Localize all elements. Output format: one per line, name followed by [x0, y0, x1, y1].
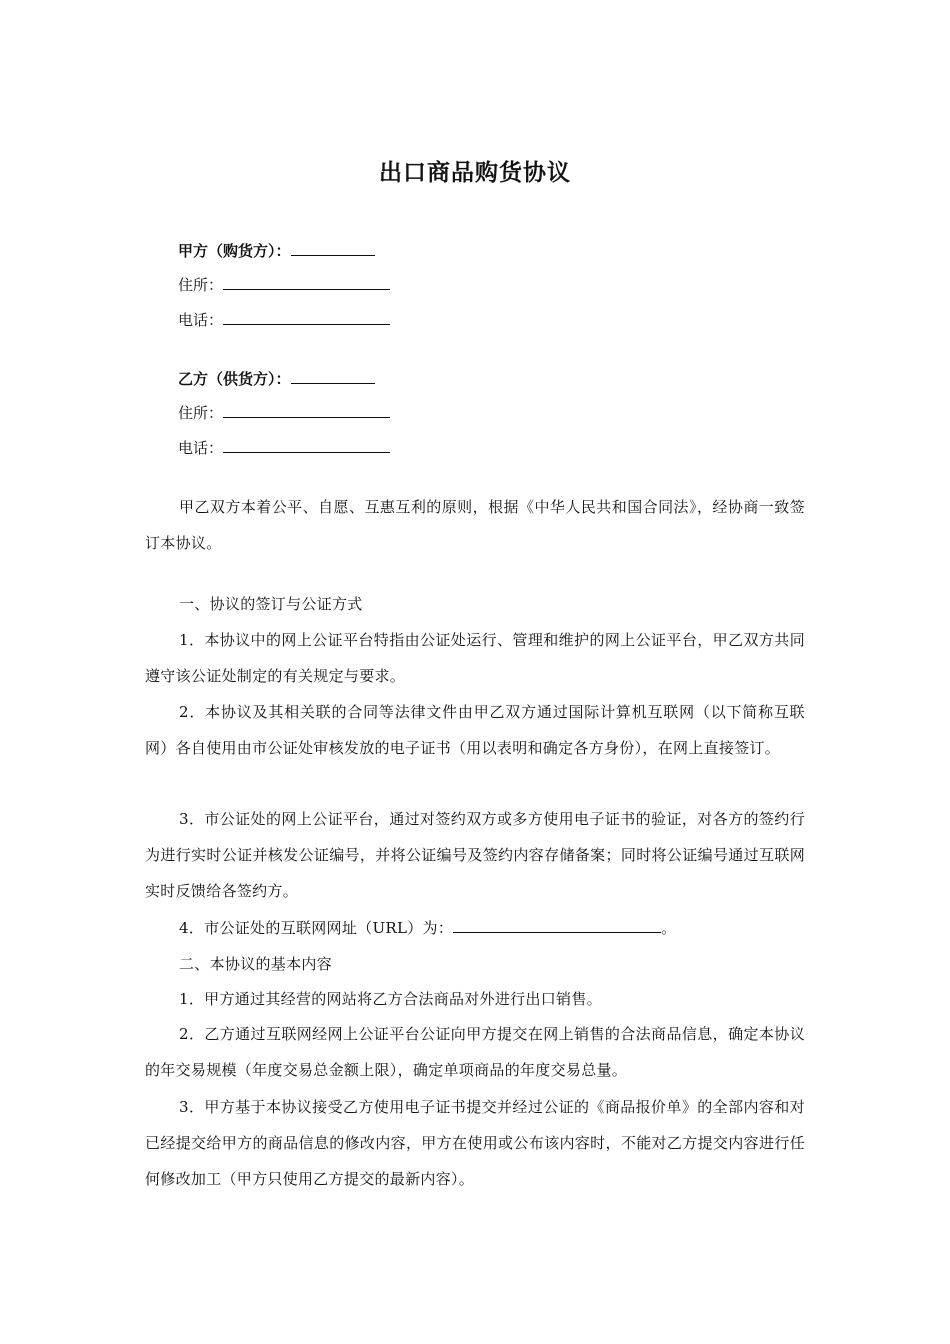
party-a-address-blank	[223, 274, 390, 290]
party-a-name-line	[178, 240, 375, 262]
preamble-paragraph: 甲乙双方本着公平、自愿、互惠互利的原则，根据《中华人民共和国合同法》，经协商一致签订本协议。	[145, 498, 805, 552]
section2-item-3: 3．甲方基于本协议接受乙方使用电子证书提交并经过公证的《商品报价单》的全部内容和对已经提交给甲方的商品信息的修改内容，甲方在使用或公布该内容时，不能对乙方提交内容进行任何修改加工（甲方只使用乙方提交的最新内容）。	[145, 1098, 805, 1188]
party-a-name-label: 甲方（购货方）：	[178, 242, 291, 260]
party-b-name-line	[178, 368, 375, 390]
section1-item-2: 2．本协议及其相关联的合同等法律文件由甲乙双方通过国际计算机互联网（以下简称互联网）各自使用由市公证处审核发放的电子证书（用以表明和确定各方身份），在网上直接签订。	[145, 703, 805, 757]
party-b-address-blank	[223, 402, 390, 418]
party-a-phone-label: 电话：	[178, 311, 224, 329]
party-b-address-label: 住所：	[178, 404, 224, 422]
party-a-address-label: 住所：	[178, 276, 224, 294]
document-title: 出口商品购货协议	[379, 160, 571, 186]
section1-item-4-text: 4．市公证处的互联网网址（URL）为：	[179, 919, 454, 937]
section2-item-2: 2．乙方通过互联网经网上公证平台公证向甲方提交在网上销售的合法商品信息，确定本协议的年交易规模（年度交易总金额上限），确定单项商品的年度交易总量。	[145, 1025, 805, 1079]
section2-heading: 二、本协议的基本内容	[179, 955, 333, 973]
section1-item-1: 1．本协议中的网上公证平台特指由公证处运行、管理和维护的网上公证平台，甲乙双方共同遵守该公证处制定的有关规定与要求。	[145, 631, 805, 685]
section1-heading: 一、协议的签订与公证方式	[179, 595, 363, 613]
party-a-phone-line	[178, 309, 390, 331]
url-blank	[453, 917, 661, 933]
party-a-phone-blank	[223, 309, 390, 325]
section1-item-3: 3．市公证处的网上公证平台，通过对签约双方或多方使用电子证书的验证，对各方的签约行为进行实时公证并核发公证编号，并将公证编号及签约内容存储备案；同时将公证编号通过互联网实时反馈给各签约方。	[145, 810, 805, 900]
section1-item-4	[145, 910, 805, 946]
party-b-phone-label: 电话：	[178, 439, 224, 457]
party-a-name-blank	[291, 240, 375, 256]
section1-item-4-suffix: 。	[661, 919, 677, 937]
section2-item-1: 1．甲方通过其经营的网站将乙方合法商品对外进行出口销售。	[179, 990, 602, 1008]
party-b-address-line	[178, 402, 390, 424]
party-a-address-line	[178, 274, 390, 296]
party-b-name-label: 乙方（供货方）：	[178, 370, 291, 388]
party-b-name-blank	[291, 368, 375, 384]
party-b-phone-blank	[223, 437, 390, 453]
party-b-phone-line	[178, 437, 390, 459]
